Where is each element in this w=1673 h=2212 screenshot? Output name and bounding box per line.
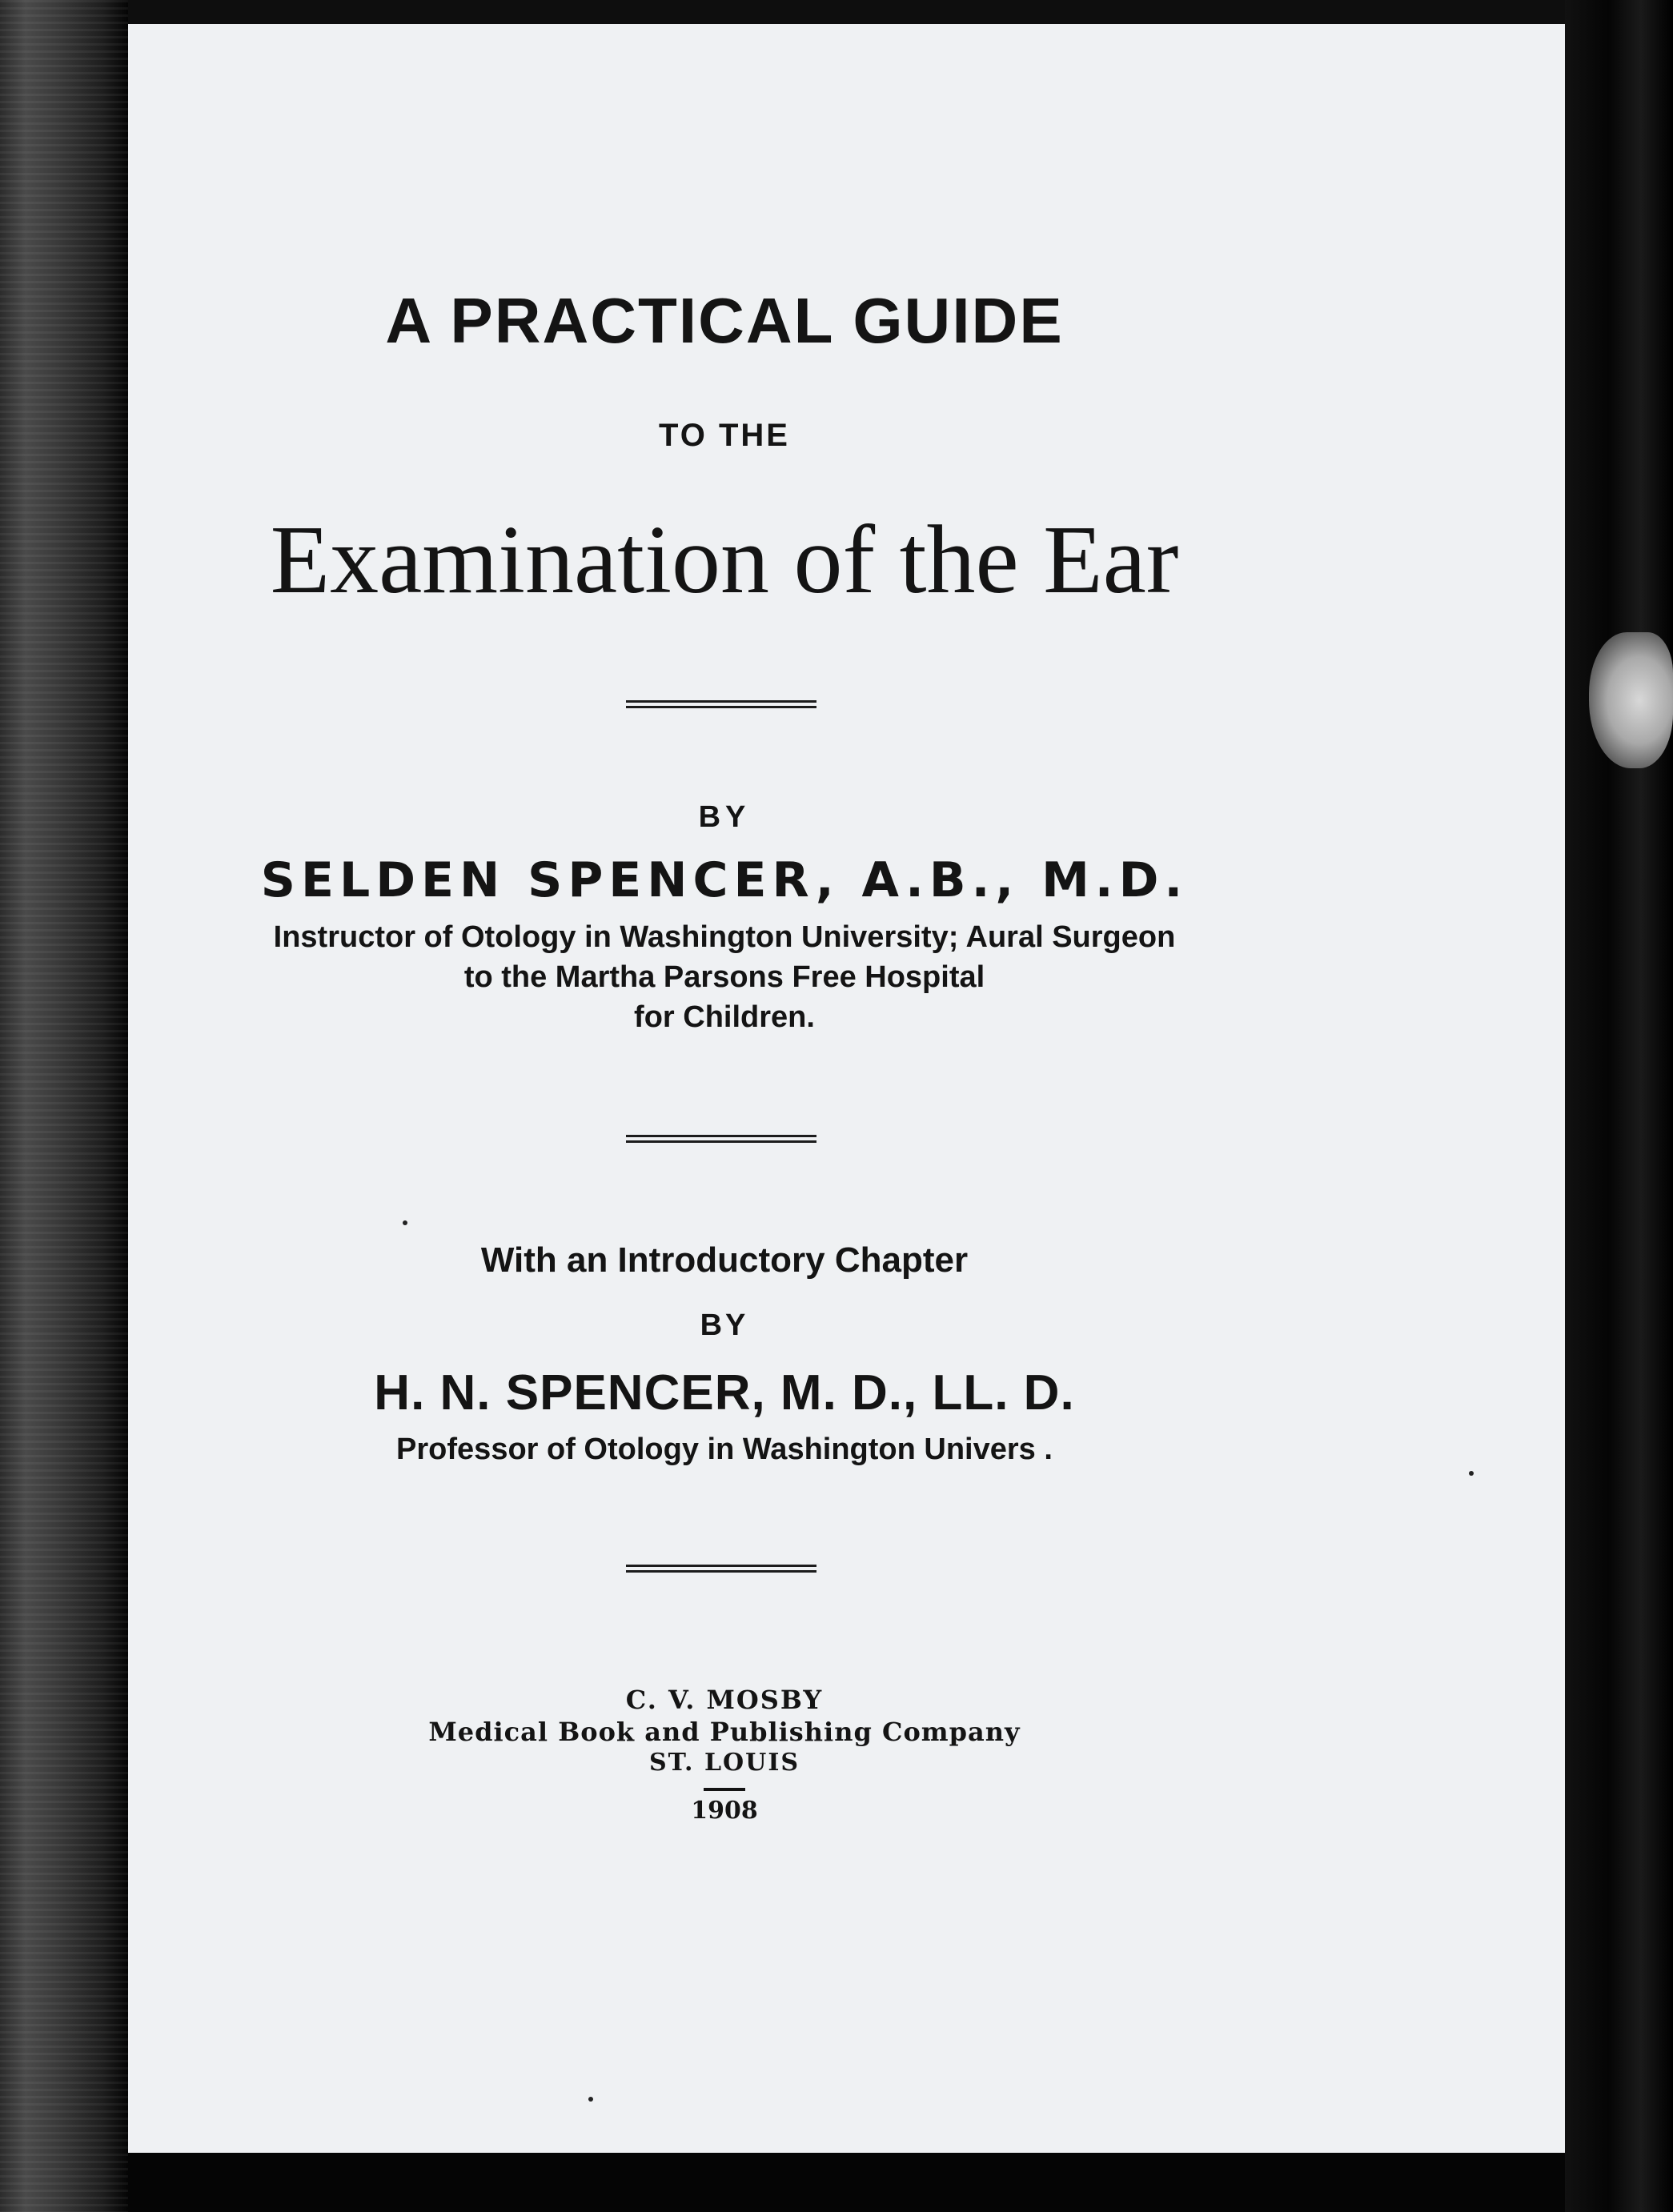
intro-line: With an Introductory Chapter [480, 1240, 969, 1280]
intro-author-credentials: Professor of Otology in Washington Univers . [396, 1433, 1053, 1466]
double-rule-divider [626, 700, 816, 708]
publisher-city: ST. LOUIS [648, 1749, 800, 1777]
paper-tear [1589, 632, 1673, 768]
title-line-3: Examination of the Ear [270, 506, 1179, 614]
author-name: SELDEN SPENCER, A.B., M.D. [260, 852, 1189, 908]
publisher-company: Medical Book and Publishing Company [428, 1717, 1021, 1747]
bottom-scan-edge [128, 2153, 1565, 2212]
double-rule-divider [626, 1565, 816, 1573]
intro-author-name: H. N. SPENCER, M. D., LL. D. [374, 1365, 1075, 1421]
publisher-name: C. V. MOSBY [625, 1685, 824, 1715]
right-book-edge [1565, 0, 1673, 2212]
title-line-2: TO THE [659, 418, 790, 453]
scan-speck [588, 2097, 593, 2102]
author-credential-line: for Children. [634, 1000, 815, 1034]
author-credential-line: to the Martha Parsons Free Hospital [463, 960, 985, 994]
scan-speck [1469, 1471, 1474, 1476]
author-by: BY [698, 800, 751, 834]
year-dash [704, 1788, 745, 1791]
author-credential-line: Instructor of Otology in Washington University; Aural Surgeon [273, 920, 1176, 954]
title-line-1: A PRACTICAL GUIDE [385, 285, 1064, 356]
scan-speck [403, 1220, 407, 1225]
intro-by: BY [700, 1308, 749, 1342]
double-rule-divider [626, 1135, 816, 1143]
publication-year: 1908 [691, 1797, 758, 1825]
